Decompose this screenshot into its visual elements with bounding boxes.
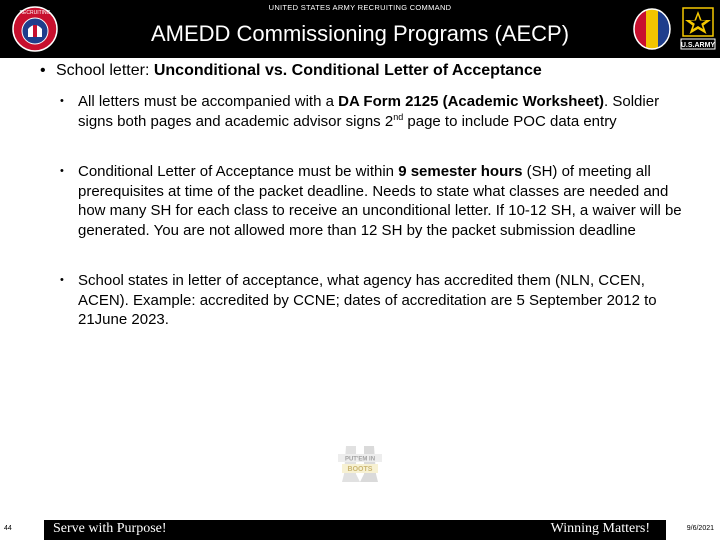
army-logo-text: U.S.ARMY: [680, 42, 716, 49]
bold-run: DA Form 2125 (Academic Worksheet): [338, 93, 605, 110]
text-run: All letters must be accompanied with a: [78, 93, 339, 110]
sub-bullet-text: [60, 271, 685, 330]
sub-bullet-da-form: [60, 92, 685, 131]
text-run: School states in letter of acceptance, what agency has accredited them (NLN, CCEN, ACEN). Example: accredited by CCNE; dates of accreditation are 5 September 2012 to 21June 2023.: [78, 272, 657, 328]
sub-bullet-accreditation: [60, 271, 685, 330]
superscript: nd: [393, 111, 404, 122]
army-medical-seal-icon: [632, 8, 672, 50]
text-run: . Soldier signs both pages and academic advisor signs 2: [78, 93, 660, 130]
text-run: Conditional Letter of Acceptance must be within: [78, 163, 399, 180]
footer-slogan-right: Winning Matters!: [550, 521, 650, 536]
us-army-star-logo-icon: [679, 6, 717, 52]
text-run: (SH) of meeting all prerequisites at time of the packet deadline. Needs to state what classes are needed and how many SH for each class to receive an unconditional letter. If 10-12 SH, a waiver will be generated. You are not allowed more than 12 SH by the packet submission deadline: [78, 163, 682, 239]
watermark-line2: BOOTS: [347, 466, 373, 473]
sub-bullet-text: [60, 92, 685, 131]
sub-bullet-conditional: [60, 162, 685, 240]
bullet-dot: •: [60, 165, 64, 177]
text-run: page to include POC data entry: [403, 112, 617, 130]
put-em-in-boots-logo-icon: [332, 440, 388, 494]
page-number: 44: [4, 525, 12, 532]
bold-run: 9 semester hours: [398, 163, 523, 180]
main-bullet-bold: Unconditional vs. Conditional Letter of Acceptance: [153, 62, 542, 79]
bullet-dot: •: [60, 95, 64, 107]
main-bullet: [40, 62, 542, 80]
footer-date: 9/6/2021: [686, 525, 714, 532]
bullet-dot: •: [40, 62, 46, 79]
watermark-line1: PUT'EM IN: [344, 456, 376, 463]
bullet-dot: •: [60, 274, 64, 286]
footer-slogan-left: Serve with Purpose!: [53, 521, 167, 536]
main-bullet-lead: School letter:: [56, 62, 150, 79]
org-label: UNITED STATES ARMY RECRUITING COMMAND: [268, 3, 452, 12]
logo-left-text: RECRUITING: [19, 10, 51, 16]
sub-bullet-text: [60, 162, 685, 240]
page-title: AMEDD Commissioning Programs (AECP): [150, 21, 570, 46]
